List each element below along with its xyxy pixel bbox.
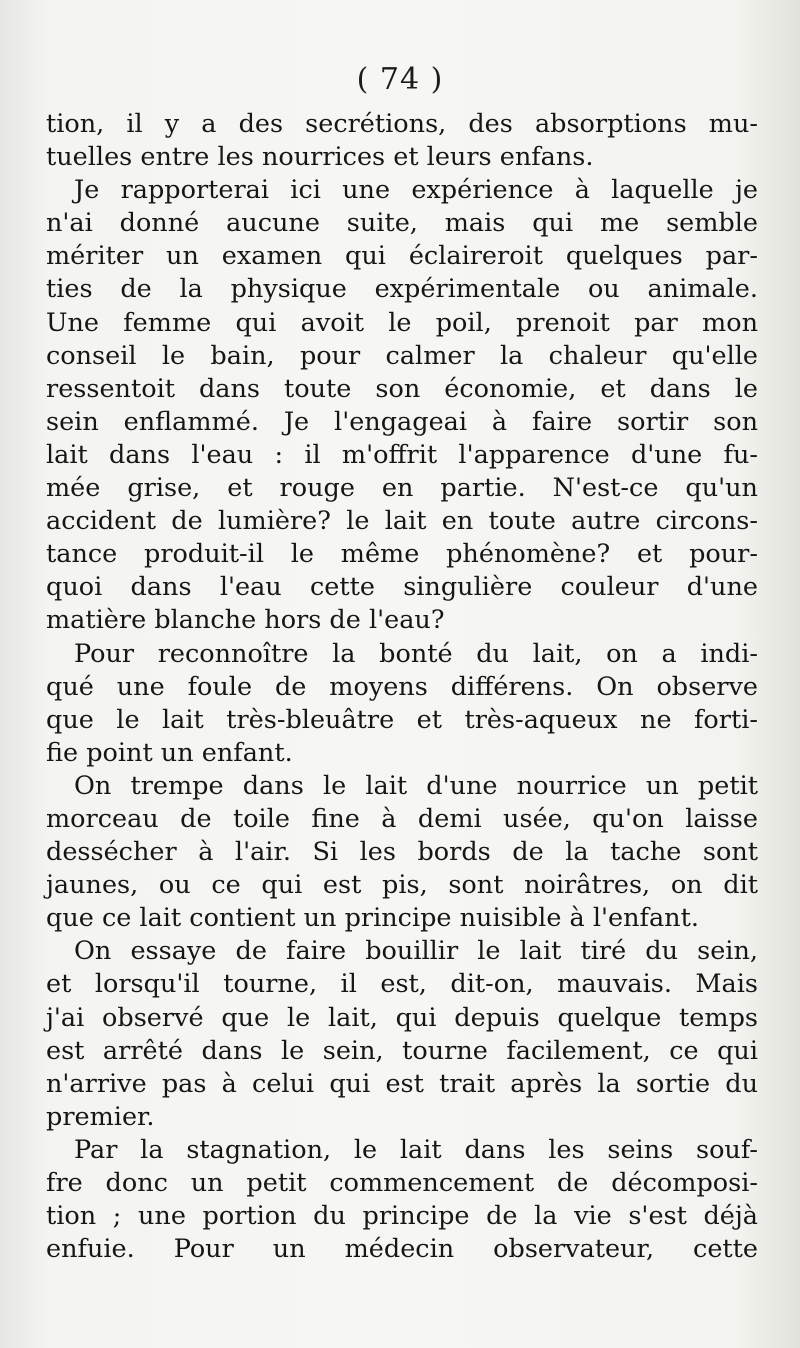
text-line: jaunes, ou ce qui est pis, sont noirâtres, on dit [46, 870, 758, 901]
text-line: que ce lait contient un principe nuisible à l'enfant. [46, 903, 699, 934]
text-line: On essaye de faire bouillir le lait tiré du sein, [74, 936, 758, 967]
text-line: lait dans l'eau : il m'offrit l'apparence d'une fu- [46, 439, 758, 470]
page-number: ( 74 ) [356, 62, 444, 97]
text-line: Je rapporterai ici une expérience à laquelle je [74, 175, 758, 206]
text-line: mée grise, et rouge en partie. N'est-ce qu'un [46, 473, 758, 504]
text-line: On trempe dans le lait d'une nourrice un petit [74, 770, 758, 801]
text-line: tance produit-il le même phénomène? et pour- [46, 539, 758, 570]
text-line: Pour reconnoître la bonté du lait, on a indi- [74, 638, 758, 669]
text-line: et lorsqu'il tourne, il est, dit-on, mauvais. Mais [46, 969, 758, 1000]
text-line: sein enflammé. Je l'engageai à faire sortir son [46, 406, 758, 437]
text-line: Par la stagnation, le lait dans les seins souf- [74, 1134, 758, 1165]
text-line: n'arrive pas à celui qui est trait après la sortie du [46, 1068, 758, 1099]
text-line: ties de la physique expérimentale ou animale. [46, 274, 758, 305]
text-line: conseil le bain, pour calmer la chaleur qu'elle [46, 340, 758, 371]
text-line: tion, il y a des secrétions, des absorptions mu- [46, 109, 758, 139]
text-line: quoi dans l'eau cette singulière couleur d'une [46, 572, 758, 603]
text-line: qué une foule de moyens différens. On observe [46, 671, 758, 702]
text-line: dessécher à l'air. Si les bords de la tache sont [46, 837, 758, 868]
text-line: mériter un examen qui éclaireroit quelques par- [46, 241, 758, 272]
text-line: ressentoit dans toute son économie, et dans le [46, 373, 758, 404]
text-line: Une femme qui avoit le poil, prenoit par mon [46, 307, 758, 338]
text-line: fre donc un petit commencement de décomposi- [46, 1168, 758, 1198]
text-line: morceau de toile fine à demi usée, qu'on laisse [46, 803, 758, 834]
text-line: n'ai donné aucune suite, mais qui me semble [46, 208, 758, 239]
text-line: tuelles entre les nourrices et leurs enfans. [46, 142, 594, 173]
text-line: premier. [46, 1101, 155, 1132]
text-line: que le lait très-bleuâtre et très-aqueux ne forti- [46, 704, 758, 735]
text-line: fie point un enfant. [46, 737, 293, 768]
body-text [46, 108, 758, 1266]
text-line: enfuie. Pour un médecin observateur, cette [46, 1234, 758, 1265]
text-line: matière blanche hors de l'eau? [46, 605, 445, 636]
text-line: est arrêté dans le sein, tourne facilement, ce qui [46, 1035, 758, 1066]
text-line: accident de lumière? le lait en toute autre circons- [46, 506, 758, 537]
text-line: j'ai observé que le lait, qui depuis quelque temps [46, 1002, 758, 1033]
text-line: tion ; une portion du principe de la vie s'est déjà [46, 1201, 758, 1232]
